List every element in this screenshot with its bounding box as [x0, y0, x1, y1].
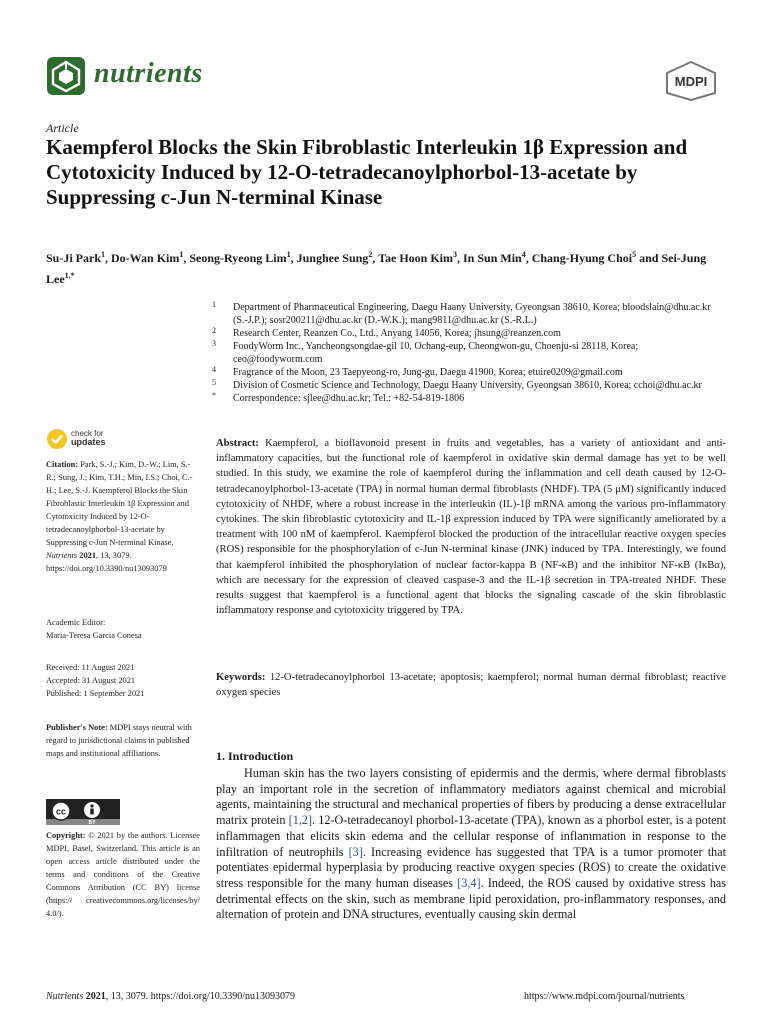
author-separator: and — [636, 251, 662, 265]
author-name[interactable]: Sei-Jung Lee — [46, 251, 707, 286]
cc-by-license-badge[interactable] — [46, 799, 120, 825]
intro-text-3: . Increasing evidence has suggested that TPA is a tumor promoter that potentiates epidermal hyperplasia by producing reactive oxygen species (ROS) to create the oxidative stress responsible for the many human diseases — [216, 844, 726, 890]
citation-text: Park, S.-J.; Kim, D.-W.; Lim, S.-R.; Sung, J.; Kim, T.H.; Min, I.S.; Choi, C.-H.; Lee, S.-J. Kaempferol Blocks the Skin Fibroblastic Interleukin 1β Expression and Cytotoxicity Induced by 12-O-tetradecanoylphorbol-13-acetate by Suppressing c-Jun N-terminal Kinase. — [46, 460, 193, 547]
author-name[interactable]: Junghee Sung — [296, 251, 369, 265]
affiliation-number: 1 — [212, 300, 216, 309]
author-name[interactable]: Chang-Hyung Choi — [531, 251, 633, 265]
citation-year: 2021 — [79, 551, 97, 560]
author-affiliation-mark: 1 — [101, 250, 106, 259]
author-name[interactable]: In Sun Min — [463, 251, 522, 265]
accepted-date: Accepted: 31 August 2021 — [46, 676, 136, 685]
abstract-text: Kaempferol, a bioflavonoid present in fruits and vegetables, has a variety of antioxidant and anti-inflammatory capacities, but the functional role of kaempferol in oxidative skin dermal damage has yet to be well studied. In this study, we examine the role of kaempferol during the inflammation and cell death caused by 12-O-tetradecanoylphorbol-13-acetate (TPA) in normal human dermal fibroblasts (NHDF). TPA (5 μM) significantly induced cytotoxicity of NHDF, where a robust increase in the interleukin (IL)-1β mRNA among the various pro-inflammatory cytokines. The skin fibroblastic cytotoxicity and IL-1β expression induced by TPA were significantly ameliorated by a treatment with 100 nM of kaempferol. Kaempferol blocked the production of the intracellular reactive oxygen species (ROS) responsible for the phosphorylation of c-Jun N-terminal kinase (JNK) induced by TPA. Interestingly, we found that kaempferol inhibited the phosphorylation of nuclear factor-kappa B (NF-κB) and the inhibitor NF-κB (IκBα), which are necessary for the expression of cleaved caspase-3 and the IL-1β secretion in TPA-treated NHDF. These results suggest that kaempferol is a functional agent that blocks the signaling cascade of the skin fibroblastic inflammatory response and cytotoxicity triggered by TPA. — [216, 438, 726, 617]
affiliation-text: Research Center, Reanzen Co., Ltd., Anyang 14056, Korea; jhsung@reanzen.com — [233, 328, 561, 339]
affiliation-number: 4 — [212, 365, 216, 374]
publisher-note-block — [46, 721, 200, 760]
intro-text-4: . Indeed, the ROS caused by oxidative stress has detrimental effects on the skin, such as membrane lipid peroxidation, pro-inflammatory responses, and alternation of protein and DNA structures, eventually causing skin dermal — [216, 875, 726, 922]
citation-link[interactable]: [3] — [348, 844, 363, 859]
author-separator: , — [525, 251, 532, 265]
author-affiliation-mark: 1 — [179, 250, 184, 259]
keywords-label: Keywords: — [216, 672, 266, 683]
citation-link[interactable]: [1,2] — [288, 813, 313, 828]
affiliation-item — [212, 379, 726, 392]
check-updates-line2: updates — [71, 437, 106, 447]
published-date: Published: 1 September 2021 — [46, 689, 145, 698]
footer-doi[interactable]: , 13, 3079. https://doi.org/10.3390/nu13093079 — [105, 991, 296, 1002]
cc-by-label: BY — [88, 820, 96, 825]
publisher-name: MDPI — [674, 74, 708, 89]
abstract — [216, 436, 726, 618]
affiliation-item — [212, 327, 726, 340]
author-name[interactable]: Tae Hoon Kim — [378, 251, 454, 265]
author-affiliation-mark: 1,* — [64, 271, 75, 280]
received-date: Received: 11 August 2021 — [46, 663, 135, 672]
author-name[interactable]: Do-Wan Kim — [111, 251, 180, 265]
intro-text-2: . 12-O-tetradecanoyl phorbol-13-acetate (TPA), known as a phorbol ester, is a potent inflammagen that elicits skin edema and the cellular response of inflammation in response to the infiltration of neutrophils — [216, 813, 726, 859]
affiliation-text: Division of Cosmetic Science and Technology, Daegu Haany University, Gyeongsan 38610, Korea; cchoi@dhu.ac.kr — [233, 380, 702, 391]
check-for-updates-button[interactable] — [46, 428, 126, 452]
author-name[interactable]: Seong-Ryeong Lim — [189, 251, 287, 265]
copyright-block — [46, 829, 200, 920]
check-updates-line1: check for — [71, 429, 104, 438]
author-separator: , — [457, 251, 464, 265]
author-affiliation-mark: 2 — [368, 250, 373, 259]
editor-name: Maria-Teresa Garcia Conesa — [46, 631, 142, 640]
affiliation-text: Correspondence: sjlee@dhu.ac.kr; Tel.: +82-54-819-1806 — [233, 393, 465, 404]
citation-block — [46, 458, 200, 575]
citation-label: Citation: — [46, 460, 79, 469]
keywords — [216, 670, 726, 700]
affiliation-item — [212, 392, 726, 405]
author-name[interactable]: Su-Ji Park — [46, 251, 102, 265]
article-title: Kaempferol Blocks the Skin Fibroblastic Interleukin 1β Expression and Cytotoxicity Induced by 12-O-tetradecanoylphorbol-13-acetate by Suppressing c-Jun N-terminal Kinase — [46, 135, 688, 209]
journal-name: nutrients — [94, 58, 203, 89]
author-affiliation-mark: 4 — [521, 250, 526, 259]
copyright-text: © 2021 by the authors. Licensee MDPI, Basel, Switzerland. This article is an open access article distributed under the terms and conditions of the Creative Commons Attribution (CC BY) license (https:// creativecommons.org/licenses/by/ 4.0/). — [46, 831, 200, 918]
academic-editor-block — [46, 616, 200, 642]
affiliations — [212, 301, 726, 405]
author-separator: , — [183, 251, 190, 265]
abstract-label: Abstract: — [216, 438, 259, 449]
journal-logo — [46, 56, 86, 96]
keywords-text: 12-O-tetradecanoylphorbol 13-acetate; apoptosis; kaempferol; normal human dermal fibroblast; reactive oxygen species — [216, 672, 726, 699]
affiliation-number: * — [212, 391, 216, 400]
publisher-note-label: Publisher's Note: — [46, 723, 108, 732]
author-affiliation-mark: 3 — [453, 250, 458, 259]
footer-citation — [46, 991, 295, 1002]
author-affiliation-mark: 5 — [632, 250, 637, 259]
affiliation-number: 2 — [212, 326, 216, 335]
citation-rest[interactable]: , 13, 3079. https://doi.org/10.3390/nu13093079 — [46, 551, 167, 573]
publisher-note-text: MDPI stays neutral with regard to jurisdictional claims in published maps and institutional affiliations. — [46, 723, 192, 758]
mdpi-logo — [663, 61, 719, 101]
author-list — [46, 246, 726, 288]
author-affiliation-mark: 1 — [286, 250, 291, 259]
author-separator: , — [372, 251, 379, 265]
affiliation-item — [212, 366, 726, 379]
copyright-label: Copyright: — [46, 831, 86, 840]
affiliation-number: 5 — [212, 378, 216, 387]
footer-journal: Nutrients — [46, 991, 84, 1002]
dates-block — [46, 661, 200, 700]
citation-link[interactable]: [3,4] — [457, 875, 481, 890]
affiliation-text: Fragrance of the Moon, 23 Taepyeong-ro, Jung-gu, Daegu 41900, Korea; etuire0209@gmail.com — [233, 367, 623, 378]
editor-label: Academic Editor: — [46, 618, 106, 627]
footer-year: 2021 — [85, 991, 106, 1002]
author-separator: , — [105, 251, 112, 265]
footer-journal-url[interactable]: https://www.mdpi.com/journal/nutrients — [524, 991, 685, 1002]
affiliation-item — [212, 340, 726, 366]
author-separator: , — [290, 251, 297, 265]
svg-text:cc: cc — [55, 806, 67, 817]
citation-journal: Nutrients — [46, 551, 78, 560]
section-heading: 1. Introduction — [216, 749, 294, 763]
intro-text-1: Human skin has the two layers consisting of epidermis and the dermis, where dermal fibroblasts play an important role in the secretion of inflammatory mediators against chemical and microbial agents, maintaining the structural and mechanical properties of fibers by producing a dense extracellular matrix protein — [216, 766, 726, 828]
article-type: Article — [46, 121, 79, 135]
check-updates-icon — [46, 428, 68, 450]
affiliation-text: Department of Pharmaceutical Engineering, Daegu Haany University, Gyeongsan 38610, Korea; bloodslain@dhu.ac.kr (S.-J.P.); sosr200211@dhu.ac.kr (D.-W.K.); mang9811@dhu.ac.kr (S.-R.L.) — [233, 302, 711, 326]
affiliation-item — [212, 301, 726, 327]
affiliation-number: 3 — [212, 339, 216, 348]
introduction-paragraph — [216, 766, 726, 923]
affiliation-text: FoodyWorm Inc., Yancheongsongdae-gil 10, Ochang-eup, Cheongwon-gu, Choenju-si 28118, Korea; ceo@foodyworm.com — [233, 341, 639, 365]
